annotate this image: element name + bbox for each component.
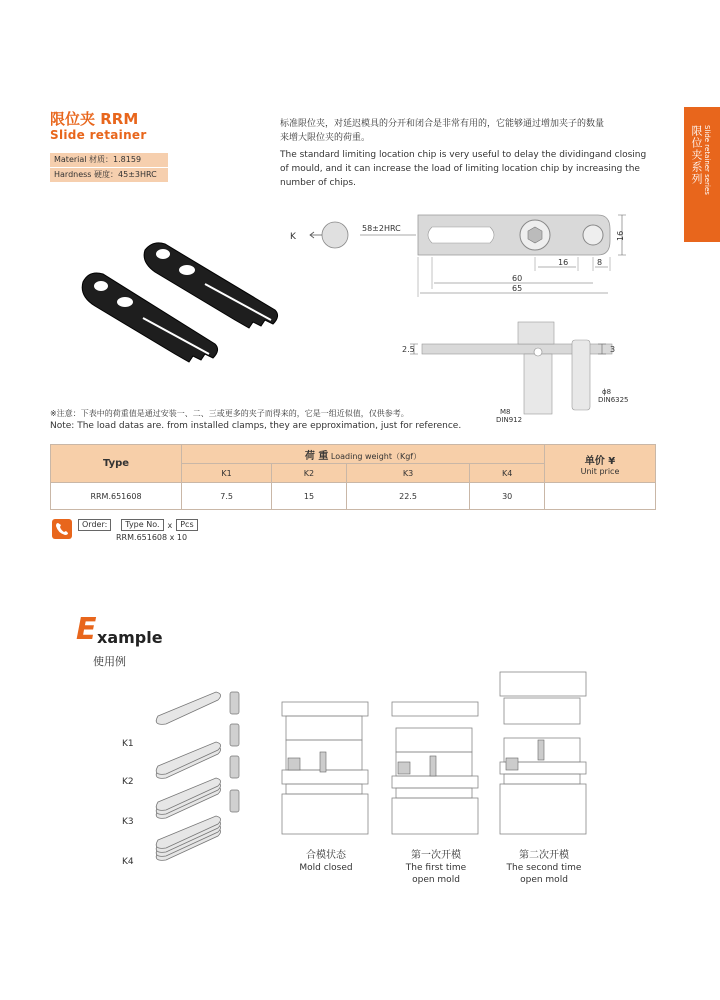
caption-mold-closed bbox=[284, 850, 368, 874]
desc-en-line2: of mould, and it can increase the load of limiting location chip by increasing the bbox=[280, 164, 640, 174]
dim-16: 16 bbox=[558, 258, 569, 267]
caption-en-line2: open mold bbox=[412, 875, 460, 885]
desc-en-line3: number of chips. bbox=[280, 178, 356, 188]
dim-8: 8 bbox=[597, 258, 603, 267]
row-price bbox=[545, 483, 656, 510]
phi8-label: ϕ8 bbox=[602, 388, 612, 396]
price-header-en: Unit price bbox=[580, 466, 620, 476]
phone-icon bbox=[52, 519, 72, 539]
hrc-label: 58±2HRC bbox=[362, 224, 401, 233]
dim-65: 65 bbox=[512, 284, 523, 293]
series-side-tab bbox=[684, 107, 720, 242]
load-header-cn: 荷 重 bbox=[304, 450, 329, 462]
material-spec: Material 材质：1.8159 bbox=[50, 153, 168, 167]
k3-header: K3 bbox=[346, 464, 470, 483]
row-k3: 22.5 bbox=[346, 483, 470, 510]
dim-3: 3 bbox=[610, 345, 616, 354]
k-label: K bbox=[290, 232, 296, 242]
dim-16-height: 16 bbox=[616, 230, 625, 241]
example-title-cn: 使用例 bbox=[93, 655, 126, 668]
din6325-label: DIN6325 bbox=[598, 396, 629, 404]
order-x: x bbox=[167, 520, 173, 530]
caption-second-open bbox=[494, 850, 594, 886]
caption-cn: 合模状态 bbox=[306, 850, 346, 861]
load-header-en: Loading weight（Kgf） bbox=[330, 451, 422, 461]
note-en: Note: The load datas are. from installed clamps, they are epproximation, just for reference. bbox=[50, 421, 462, 431]
unit-price-header bbox=[545, 445, 656, 483]
row-k4: 30 bbox=[470, 483, 545, 510]
m8-label: M8 bbox=[500, 408, 511, 416]
technical-drawing-side bbox=[400, 318, 640, 428]
row-k2: 15 bbox=[272, 483, 347, 510]
technical-drawing-top bbox=[280, 205, 640, 305]
stacked-clamps-illustration bbox=[120, 686, 260, 876]
k4-label: K4 bbox=[122, 857, 134, 867]
mold-second-open-illustration bbox=[498, 668, 590, 838]
type-header: Type bbox=[51, 445, 182, 483]
k3-label: K3 bbox=[122, 817, 134, 827]
order-example: RRM.651608 x 10 bbox=[116, 533, 188, 542]
caption-en-line1: The first time bbox=[405, 863, 467, 873]
mold-first-open-illustration bbox=[390, 698, 482, 838]
dim-2-5: 2.5 bbox=[402, 345, 415, 354]
k1-header: K1 bbox=[182, 464, 272, 483]
note-cn: ※注意：下表中的荷重值是通过安装一、二、三或更多的夹子而得来的，它是一组近似值，仅供参考。 bbox=[50, 409, 409, 418]
loading-weight-header bbox=[182, 445, 545, 464]
product-title-en: Slide retainer bbox=[50, 128, 147, 142]
caption-cn: 第二次开模 bbox=[519, 850, 569, 861]
order-pcs: Pcs bbox=[176, 519, 197, 531]
caption-en-line1: The second time bbox=[506, 863, 582, 873]
order-type-no: Type No. bbox=[121, 519, 163, 531]
mold-closed-illustration bbox=[280, 698, 372, 838]
row-type: RRM.651608 bbox=[51, 483, 182, 510]
desc-cn-line1: 标准限位夹，对延迟模具的分开和闭合是非常有用的，它能够通过增加夹子的数量 bbox=[280, 119, 605, 129]
caption-en-line1: Mold closed bbox=[299, 863, 353, 873]
side-tab-cn: 限位夹系列 bbox=[690, 125, 703, 185]
k2-header: K2 bbox=[272, 464, 347, 483]
caption-en-line2: open mold bbox=[520, 875, 568, 885]
row-k1: 7.5 bbox=[182, 483, 272, 510]
product-photo bbox=[75, 232, 285, 392]
side-tab-en: Slide retainer series bbox=[703, 125, 711, 195]
product-title-cn: 限位夹 RRM bbox=[50, 110, 139, 128]
example-title: xample bbox=[97, 628, 163, 647]
dim-60: 60 bbox=[512, 274, 523, 283]
din912-label: DIN912 bbox=[496, 416, 523, 424]
desc-cn-line2: 来增大限位夹的荷重。 bbox=[280, 133, 371, 143]
price-header-cn: 单价 ¥ bbox=[584, 455, 616, 467]
desc-en-line1: The standard limiting location chip is very useful to delay the dividingand closing bbox=[280, 150, 647, 160]
loading-table bbox=[50, 444, 656, 510]
caption-first-open bbox=[390, 850, 482, 886]
k1-label: K1 bbox=[122, 739, 134, 749]
k2-label: K2 bbox=[122, 777, 134, 787]
caption-cn: 第一次开模 bbox=[411, 850, 461, 861]
order-label: Order: bbox=[78, 519, 111, 531]
k4-header: K4 bbox=[470, 464, 545, 483]
example-big-letter: E bbox=[76, 612, 97, 647]
hardness-spec: Hardness 硬度：45±3HRC bbox=[50, 168, 168, 182]
